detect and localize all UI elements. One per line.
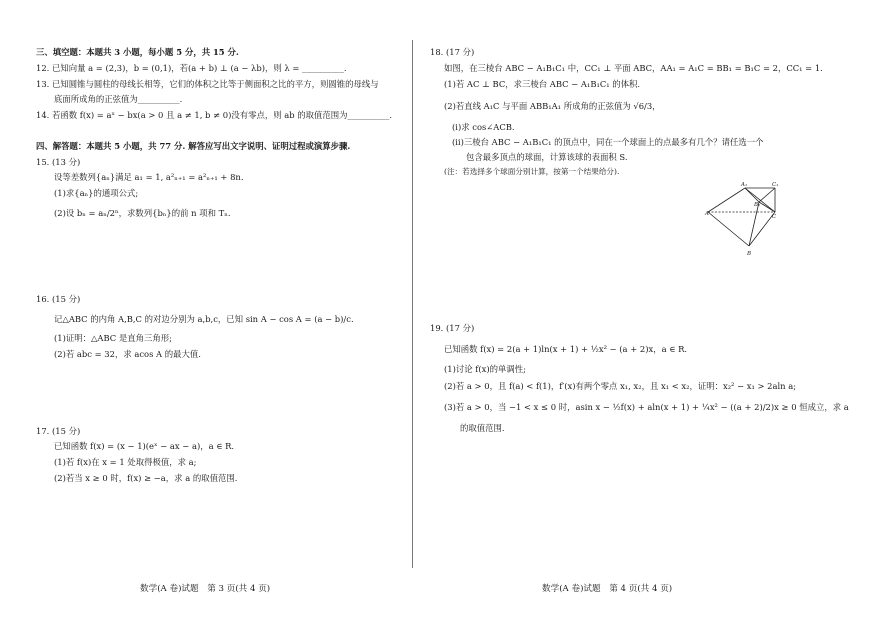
label-a: A xyxy=(705,211,709,217)
question-17-stem: 已知函数 f(x) = (x − 1)(eˣ − ax − a)，a ∈ R. xyxy=(54,441,235,451)
label-b1: B₁ xyxy=(754,202,761,208)
question-16-heading: 16. (15 分) xyxy=(36,294,81,304)
section-solution-heading: 四、解答题：本题共 5 小题，共 77 分. 解答应写出文字说明、证明过程或演算步骤. xyxy=(36,141,351,151)
page-divider xyxy=(412,40,413,568)
question-19-stem: 已知函数 f(x) = 2(a + 1)ln(x + 1) + ½x² − (a + 2)x，a ∈ R. xyxy=(444,344,688,354)
question-16-part1: (1)证明：△ABC 是直角三角形; xyxy=(54,333,172,343)
question-17-heading: 17. (15 分) xyxy=(36,426,81,436)
label-c1: C₁ xyxy=(772,182,779,188)
question-15-heading: 15. (13 分) xyxy=(36,157,81,167)
frustum-diagram xyxy=(705,180,777,258)
page-4 xyxy=(418,0,870,630)
edge-b1-c1 xyxy=(759,188,775,202)
question-18-part2-ii-line1: (ⅱ)三棱台 ABC − A₁B₁C₁ 的顶点中，同在一个球面上的点最多有几个？请任选一个 xyxy=(452,137,764,147)
question-12: 12. 已知向量 a = (2,3)，b = (0,1)，若(a + b) ⊥ (a − λb)，则 λ = __________. xyxy=(36,63,347,73)
question-18-part2: (2)若直线 A₁C 与平面 ABB₁A₁ 所成角的正弦值为 √6/3， xyxy=(444,101,661,111)
question-18-heading: 18. (17 分) xyxy=(430,47,475,57)
question-19-part2: (2)若 a > 0，且 f(a) < f(1)，f′(x)有两个零点 x₁, x₂，且 x₁ < x₂，证明：x₂² − x₁ > 2aln a; xyxy=(444,381,797,391)
question-19-part1: (1)讨论 f(x)的单调性; xyxy=(444,364,526,374)
section-fill-in-heading: 三、填空题：本题共 3 小题，每小题 5 分，共 15 分. xyxy=(36,47,239,57)
question-16-stem: 记△ABC 的内角 A,B,C 的对边分别为 a,b,c，已知 sin A − cos A = (a − b)/c. xyxy=(54,314,354,324)
page-3-footer: 数学(A 卷)试题 第 3 页(共 4 页) xyxy=(140,584,271,594)
question-15-part1: (1)求{aₙ}的通项公式; xyxy=(54,188,139,198)
question-13-line1: 13. 已知圆锥与圆柱的母线长相等，它们的体积之比等于侧面积之比的平方，则圆锥的母线与 xyxy=(36,79,379,89)
question-17-part1: (1)若 f(x)在 x = 1 处取得极值，求 a; xyxy=(54,457,197,467)
question-18-note: (注：若选择多个球面分别计算，按第一个结果给分). xyxy=(444,167,620,176)
edge-a-b xyxy=(708,212,749,246)
question-19-heading: 19. (17 分) xyxy=(430,323,475,333)
question-15-stem: 设等差数列{aₙ}满足 a₁ = 1, a²ₙ₊₁ = a²ₙ₊₁ + 8n. xyxy=(54,172,244,182)
question-18-part2-i: (ⅰ)求 cos∠ACB. xyxy=(452,122,515,132)
page-4-footer: 数学(A 卷)试题 第 4 页(共 4 页) xyxy=(542,584,673,594)
question-19-part3-line1: (3)若 a > 0，当 −1 < x ≤ 0 时，asin x − ½f(x) + aln(x + 1) + ¼x² − ((a + 2)/2)x ≥ 0 恒成立，求 a xyxy=(444,402,849,412)
question-18-part2-ii-line2: 包含最多顶点的球面，计算该球的表面积 S. xyxy=(466,152,628,162)
question-18-stem: 如图，在三棱台 ABC − A₁B₁C₁ 中，CC₁ ⊥ 平面 ABC，AA₁ = A₁C = BB₁ = B₁C = 2，CC₁ = 1. xyxy=(444,63,823,73)
label-b: B xyxy=(747,251,752,257)
question-16-part2: (2)若 abc = 32，求 acos A 的最大值. xyxy=(54,349,201,359)
question-17-part2: (2)若当 x ≥ 0 时，f(x) ≥ −a，求 a 的取值范围. xyxy=(54,473,238,483)
question-18-part1: (1)若 AC ⊥ BC，求三棱台 ABC − A₁B₁C₁ 的体积. xyxy=(444,79,641,89)
question-13-line2: 底面所成角的正弦值为__________. xyxy=(54,94,183,104)
question-15-part2: (2)设 bₙ = aₙ/2ⁿ，求数列{bₙ}的前 n 项和 Tₙ. xyxy=(54,208,231,218)
question-14: 14. 若函数 f(x) = aˣ − bx(a > 0 且 a ≠ 1, b ≠ 0)没有零点，则 ab 的取值范围为__________. xyxy=(36,110,393,120)
page-3 xyxy=(0,0,412,630)
label-a1: A₁ xyxy=(741,182,748,188)
question-19-part3-line2: 的取值范围. xyxy=(460,423,505,433)
label-c: C xyxy=(772,214,777,220)
edge-b1-c xyxy=(759,202,775,212)
edge-a-a1 xyxy=(708,188,745,212)
